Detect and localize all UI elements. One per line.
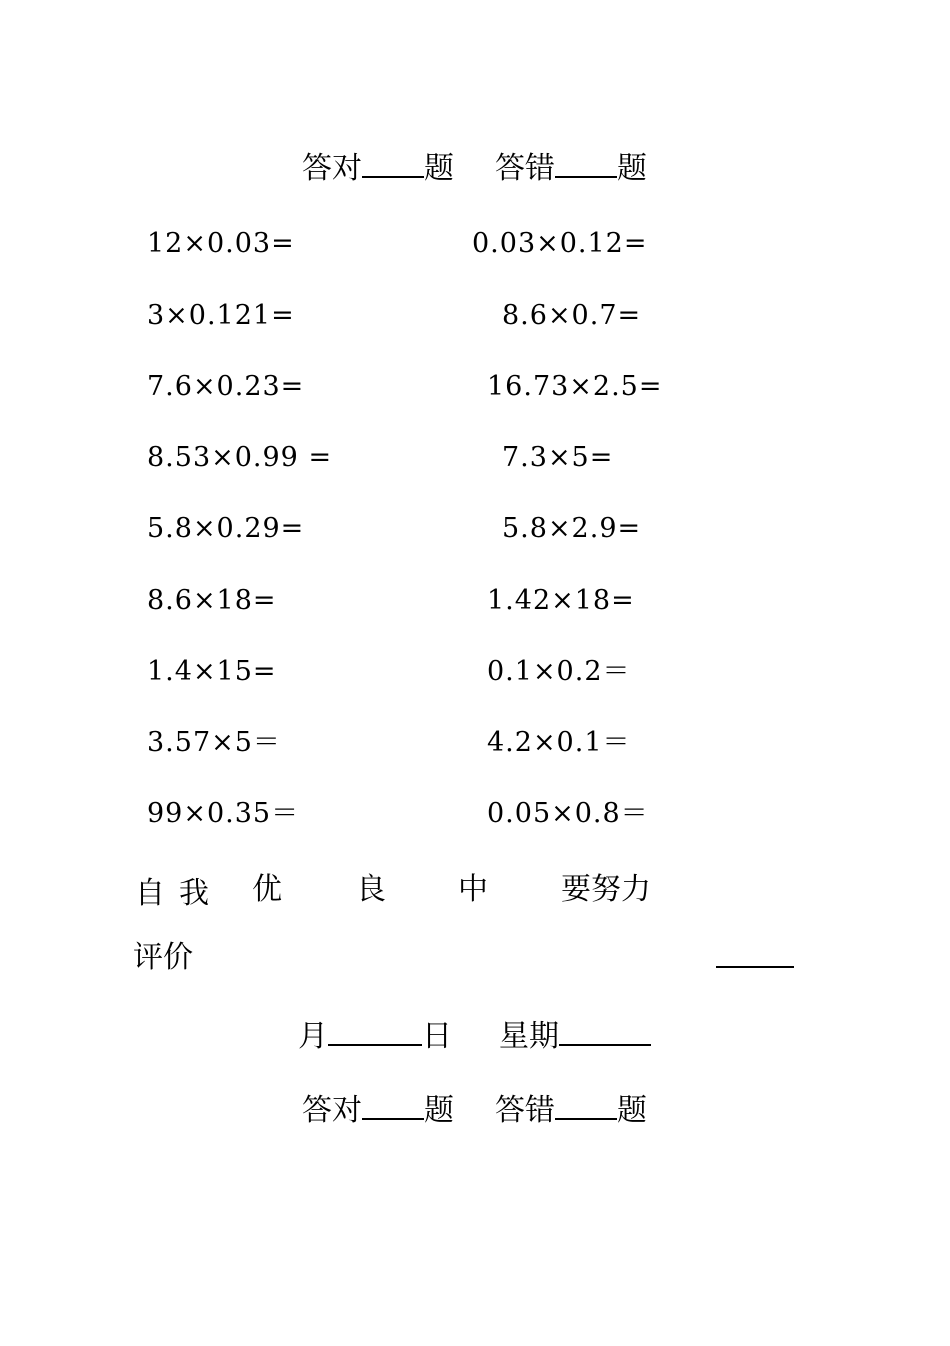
score-line-top-wrong [495,150,647,187]
date-line [298,1018,452,1055]
wrong-unit: 题 [617,151,647,186]
signature-blank[interactable] [716,966,794,968]
day-label: 日 [422,1019,452,1054]
problem-right-9: 0.05×0.8＝ [487,798,649,829]
problem-right-5: 5.8×2.9= [502,513,642,544]
month-blank[interactable] [328,1018,422,1046]
problem-left-9: 99×0.35＝ [147,798,300,829]
month-label: 月 [298,1019,328,1054]
self-eval-label-line1: 自我 [135,876,223,911]
weekday-line [499,1018,651,1055]
problem-right-7: 0.1×0.2＝ [487,656,631,687]
self-eval-label-line2: 评价 [133,940,193,975]
self-eval-option-good[interactable]: 良 [356,872,386,907]
self-eval-option-excellent[interactable]: 优 [252,872,282,907]
self-eval-option-needs-effort[interactable]: 要努力 [561,872,651,907]
problem-left-7: 1.4×15= [147,656,277,687]
problem-left-8: 3.57×5＝ [147,727,281,758]
self-eval-option-fair[interactable]: 中 [458,872,488,907]
wrong-unit-bottom: 题 [617,1093,647,1128]
problem-right-6: 1.42×18= [487,585,635,616]
correct-unit-bottom: 题 [424,1093,454,1128]
problem-left-6: 8.6×18= [147,585,277,616]
problem-right-1: 0.03×0.12= [472,228,648,259]
problem-left-2: 3×0.121= [147,300,295,331]
problem-left-3: 7.6×0.23= [147,371,305,402]
correct-blank[interactable] [362,150,424,178]
score-line-bottom [302,1092,454,1129]
score-line-bottom-wrong [495,1092,647,1129]
correct-label: 答对 [302,151,362,186]
score-line-top [302,150,454,187]
problem-left-5: 5.8×0.29= [147,513,305,544]
wrong-label-bottom: 答错 [495,1093,555,1128]
weekday-blank[interactable] [559,1018,651,1046]
correct-blank-bottom[interactable] [362,1092,424,1120]
wrong-blank-bottom[interactable] [555,1092,617,1120]
problem-right-2: 8.6×0.7= [502,300,642,331]
correct-unit: 题 [424,151,454,186]
wrong-blank[interactable] [555,150,617,178]
wrong-label: 答错 [495,151,555,186]
problem-right-4: 7.3×5= [502,442,614,473]
correct-label-bottom: 答对 [302,1093,362,1128]
problem-right-3: 16.73×2.5= [487,371,663,402]
problem-left-4: 8.53×0.99 = [147,442,333,473]
problem-left-1: 12×0.03= [147,228,295,259]
problem-right-8: 4.2×0.1＝ [487,727,631,758]
weekday-label: 星期 [499,1019,559,1054]
